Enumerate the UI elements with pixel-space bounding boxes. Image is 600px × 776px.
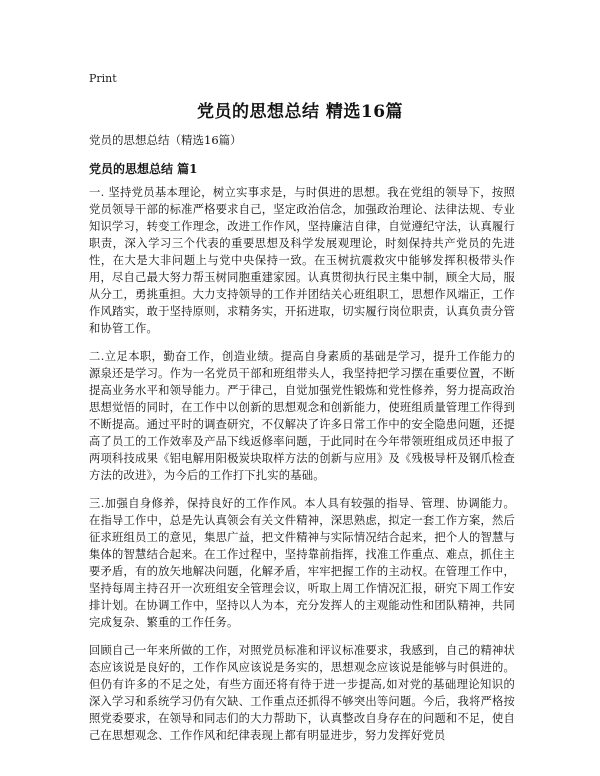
print-link[interactable]: Print [89, 72, 117, 85]
paragraph-3: 三.加强自身修养，保持良好的工作作风。本人具有较强的指导、管理、协调能力。在指导工作中，总是先认真领会有关文件精神，深思熟虑，拟定一套工作方案，然后征求班组员工的意见，集思广益，把文件精神与实际情况结合起来，把个人的智慧与集体的智慧结合起来。在工作过程中，坚持靠前指挥，找准工作重点、难点，抓住主要矛盾，有的放矢地解决问题，化解矛盾，牢牢把握工作的主动权。在管理工作中，坚持每周主持召开一次班组安全管理会议，听取上周工作情况汇报，研究下周工作安排计划。在协调工作中，坚持以人为本，充分发挥人的主观能动性和团队精神，共同完成复杂、繁重的工作任务。 [89, 497, 515, 629]
section-heading: 党员的思想总结 篇1 [89, 162, 198, 176]
paragraph-4: 回顾自己一年来所做的工作，对照党员标准和评议标准要求，我感到，自己的精神状态应该说是良好的，工作作风应该说是务实的，思想观念应该说是能够与时俱进的。但仍有许多的不足之处，有些方面还将有待于进一步提高,如对党的基础理论知识的深入学习和系统学习仍有欠缺、工作重点还抓得不够突出等问题。今后，我将严格按照党委要求，在领导和同志们的大力帮助下，认真整改自身存在的问题和不足，使自己在思想观念、工作作风和纪律表现上都有明显进步，努力发挥好党员 [89, 644, 515, 742]
article-body [89, 184, 515, 755]
document-subtitle: 党员的思想总结（精选16篇） [89, 133, 242, 147]
page-title: 党员的思想总结 精选16篇 [196, 102, 404, 122]
paragraph-1: 一. 坚持党员基本理论，树立实事求是，与时俱进的思想。我在党组的领导下，按照党员领导干部的标准严格要求自己，坚定政治信念，加强政治理论、法律法规、专业知识学习，转变工作理念，改进工作作风，坚持廉洁自律，自觉遵纪守法，认真履行职责，深入学习三个代表的重要思想及科学发展观理论，时刻保持共产党员的先进性，在大是大非问题上与党中央保持一致。在玉树抗震救灾中能够发挥积极带头作用，尽自己最大努力帮玉树同胞重建家园。认真贯彻执行民主集中制，顾全大局，服从分工，勇挑重担。大力支持领导的工作并团结关心班组职工，思想作风端正，工作作风踏实，敢于坚持原则，求精务实，开拓进取，切实履行岗位职责，认真负责分管和协管工作。 [89, 186, 515, 335]
paragraph-2: 二.立足本职，勤奋工作，创造业绩。提高自身素质的基础是学习，提升工作能力的源泉还是学习。作为一名党员干部和班组带头人，我坚持把学习摆在重要位置，不断提高业务水平和领导能力。严于律己，自觉加强党性锻炼和党性修养，努力提高政治思想觉悟的同时，在工作中以创新的思想观念和创新能力，使班组质量管理工作得到不断提高。通过平时的调查研究，不仅解决了许多日常工作中的安全隐患问题，还提高了员工的工作效率及产品下线返修率问题，于此同时在今年带领班组成员还申报了两项科技成果《铝电解用阳极炭块取样方法的创新与应用》及《残极导杆及钢爪检查方法的改进》，为今后的工作打下扎实的基础。 [89, 350, 515, 482]
